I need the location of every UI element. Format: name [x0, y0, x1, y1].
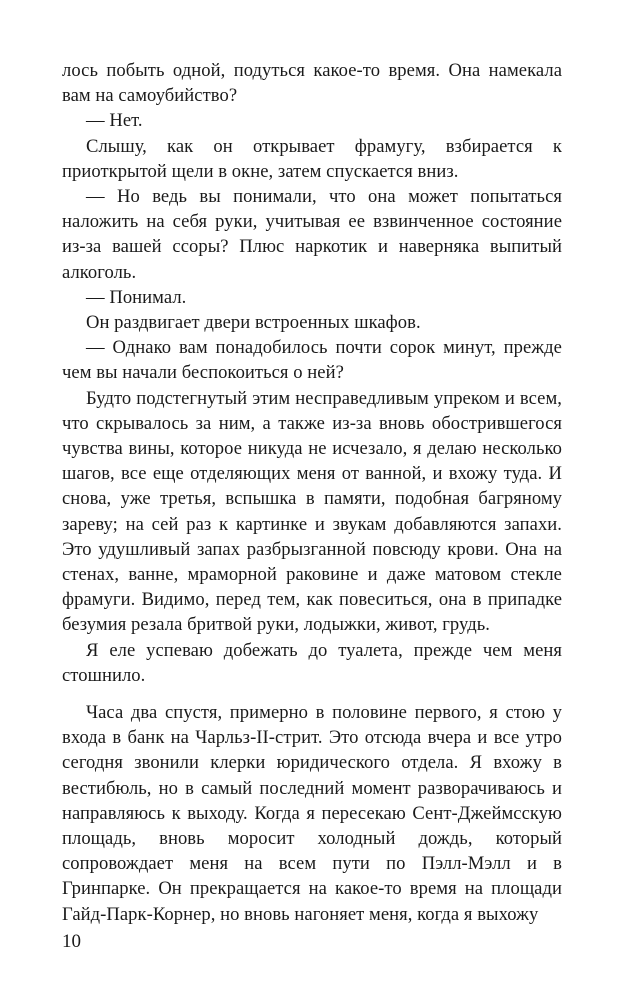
paragraph: лось побыть одной, подуться какое-то время. Она намекала вам на самоубийство?: [62, 60, 562, 107]
page-number: 10: [62, 931, 81, 952]
paragraph: Будто подстегнутый этим несправедливым упреком и всем, что скрывалось за ним, а также из-за вновь обострившегося чувства вины, которое никуда не исчезало, я делаю несколько шагов, все еще отделяющих меня от ванной, и вхожу туда. И снова, уже третья, вспышка в памяти, подобная багряному зареву; на сей раз к картинке и звукам добавляются запахи. Это удушливый запах разбрызганной повсюду крови. Она на стенах, ванне, мраморной раковине и даже матовом стекле фрамуги. Видимо, перед тем, как повеситься, она в припадке безумия резала бритвой руки, лодыжки, живот, грудь.: [62, 387, 562, 636]
text-section-2: [62, 700, 562, 927]
paragraph: — Понимал.: [86, 286, 187, 308]
paragraph: — Однако вам понадобилось почти сорок минут, прежде чем вы начали беспокоиться о ней?: [62, 337, 562, 384]
paragraph: — Но ведь вы понимали, что она может попытаться наложить на себя руки, учитывая ее взвинченное состояние из-за вашей ссоры? Плюс наркотик и наверняка выпитый алкоголь.: [62, 186, 562, 283]
paragraph: Я еле успеваю добежать до туалета, прежде чем меня стошнило.: [62, 639, 562, 686]
paragraph: Часа два спустя, примерно в половине первого, я стою у входа в банк на Чарльз-II-стрит. Это отсюда вчера и все утро сегодня звонили клерки юридического отдела. Я вхожу в вестибюль, но в самый последний момент разворачиваюсь и направляюсь к выходу. Когда я пересекаю Сент-Джеймсскую площадь, вновь моросит холодный дождь, который сопровождает меня на всем пути по Пэлл-Мэлл и в Гринпарке. Он прекращается на какое-то время на площади Гайд-Парк-Корнер, но вновь нагоняет меня, когда я выхожу: [62, 702, 562, 925]
text-section-1: [62, 58, 562, 688]
paragraph: Он раздвигает двери встроенных шкафов.: [86, 312, 421, 334]
paragraph: — Нет.: [86, 110, 143, 132]
paragraph: Слышу, как он открывает фрамугу, взбирается к приоткрытой щели в окне, затем спускается вниз.: [62, 135, 562, 182]
